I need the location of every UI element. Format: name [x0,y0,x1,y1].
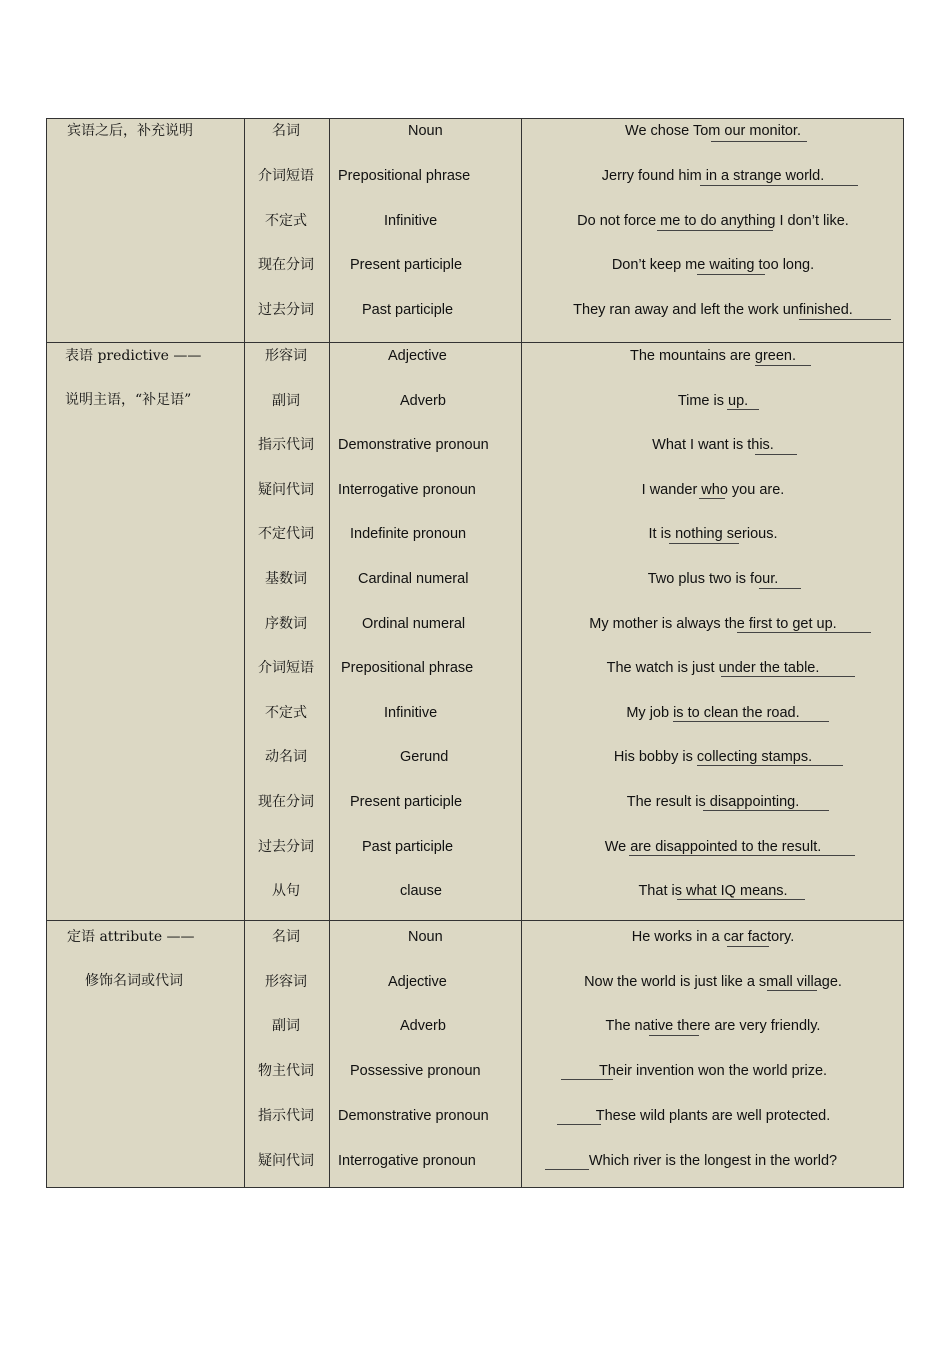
part-of-speech-cn: 副词 [272,392,300,409]
part-of-speech-cn: 副词 [272,1018,300,1035]
underline-mark [629,855,855,856]
part-of-speech-en: Adverb [400,392,446,409]
part-of-speech-cn: 过去分词 [258,838,314,855]
part-of-speech-cn: 疑问代词 [258,481,314,498]
underline-mark [711,141,807,142]
underline-mark [755,454,797,455]
example-sentence: Don’t keep me waiting too long. [611,257,815,274]
part-of-speech-cn: 疑问代词 [258,1152,314,1169]
example-sentence: They ran away and left the work unfinished. [573,302,853,319]
part-of-speech-en: Past participle [362,838,454,855]
underline-mark [669,543,739,544]
part-of-speech-en: Indefinite pronoun [350,526,467,543]
part-of-speech-cn: 基数词 [265,571,307,587]
underline-mark [561,1079,613,1080]
part-of-speech-cn: 不定式 [265,212,307,229]
part-of-speech-cn: 现在分词 [258,794,314,810]
part-of-speech-en: Cardinal numeral [358,571,469,587]
underline-mark [697,274,765,275]
part-of-speech-cn: 名词 [272,929,300,945]
part-of-speech-en: Noun [408,929,443,945]
part-of-speech-en: Adverb [400,1018,446,1035]
underline-mark [557,1124,601,1125]
example-sentence: Time is up. [677,392,749,409]
section-divider [47,920,903,921]
example-sentence: Do not force me to do anything I don’t like. [577,212,849,229]
underline-mark [703,810,829,811]
example-sentence: He works in a car factory. [631,929,795,945]
part-of-speech-en: Infinitive [384,704,438,721]
example-sentence: My job is to clean the road. [626,704,800,721]
example-sentence: It is nothing serious. [648,526,778,543]
part-of-speech-en: Past participle [362,302,454,319]
example-sentence: The watch is just under the table. [606,660,820,677]
part-of-speech-en: Prepositional phrase [341,660,474,677]
underline-mark [755,365,811,366]
part-of-speech-cn: 不定式 [265,704,307,721]
underline-mark [721,676,855,677]
underline-mark [673,721,829,722]
part-of-speech-cn: 物主代词 [258,1063,314,1080]
part-of-speech-en: Prepositional phrase [338,167,471,184]
part-of-speech-cn: 序数词 [265,615,307,632]
part-of-speech-cn: 介词短语 [258,660,314,677]
underline-mark [759,588,801,589]
example-sentence: Their invention won the world prize. [598,1063,828,1080]
grammar-table [46,118,904,1188]
example-sentence: Two plus two is four. [647,571,779,587]
part-of-speech-en: Infinitive [384,212,438,229]
part-of-speech-cn: 指示代词 [258,437,314,454]
example-sentence: What I want is this. [652,437,774,454]
example-sentence: The result is disappointing. [626,794,800,810]
underline-mark [700,185,858,186]
example-sentence: That is what IQ means. [638,883,788,900]
part-of-speech-cn: 动名词 [265,749,307,766]
example-sentence: The mountains are green. [629,348,797,364]
example-sentence: These wild plants are well protected. [595,1107,831,1124]
part-of-speech-en: Ordinal numeral [362,615,466,632]
underline-mark [737,632,871,633]
underline-mark [799,319,891,320]
part-of-speech-cn: 不定代词 [258,526,314,543]
section-label: 修饰名词或代词 [85,973,183,989]
example-sentence: Now the world is just like a small village. [584,973,842,990]
part-of-speech-en: Adjective [388,973,447,990]
part-of-speech-cn: 现在分词 [258,257,314,274]
example-sentence: His bobby is collecting stamps. [613,749,813,766]
part-of-speech-en: Interrogative pronoun [338,481,476,498]
example-sentence: We chose Tom our monitor. [625,123,801,139]
example-sentence: The native there are very friendly. [605,1018,821,1035]
underline-mark [649,1035,699,1036]
underline-mark [677,899,805,900]
underline-mark [657,230,773,231]
part-of-speech-cn: 形容词 [265,973,307,990]
section-label: 说明主语，“补足语” [65,392,192,408]
part-of-speech-en: Present participle [350,257,463,274]
example-sentence: We are disappointed to the result. [604,838,822,855]
part-of-speech-cn: 介词短语 [258,167,314,184]
underline-mark [727,946,769,947]
example-sentence: Which river is the longest in the world? [588,1152,838,1169]
underline-mark [727,409,759,410]
part-of-speech-cn: 名词 [272,123,300,139]
section-label: 定语 attribute —— [67,929,195,945]
section-label: 表语 predictive —— [65,348,202,364]
section-divider [47,342,903,343]
example-sentence: I wander who you are. [641,481,785,498]
section-label: 宾语之后，补充说明 [67,123,193,139]
part-of-speech-en: Demonstrative pronoun [338,437,489,454]
underline-mark [767,990,817,991]
underline-mark [699,498,725,499]
part-of-speech-en: Adjective [388,348,447,364]
underline-mark [545,1169,589,1170]
underline-mark [697,765,843,766]
part-of-speech-en: Demonstrative pronoun [338,1107,489,1124]
part-of-speech-en: Gerund [400,749,449,766]
part-of-speech-en: Noun [408,123,443,139]
part-of-speech-cn: 从句 [272,883,300,900]
part-of-speech-en: clause [400,883,442,900]
part-of-speech-en: Interrogative pronoun [338,1152,476,1169]
part-of-speech-cn: 指示代词 [258,1107,314,1124]
example-sentence: My mother is always the first to get up. [589,615,837,632]
part-of-speech-cn: 形容词 [265,348,307,364]
example-sentence: Jerry found him in a strange world. [601,167,825,184]
part-of-speech-en: Possessive pronoun [350,1063,481,1080]
part-of-speech-en: Present participle [350,794,463,810]
part-of-speech-cn: 过去分词 [258,302,314,319]
